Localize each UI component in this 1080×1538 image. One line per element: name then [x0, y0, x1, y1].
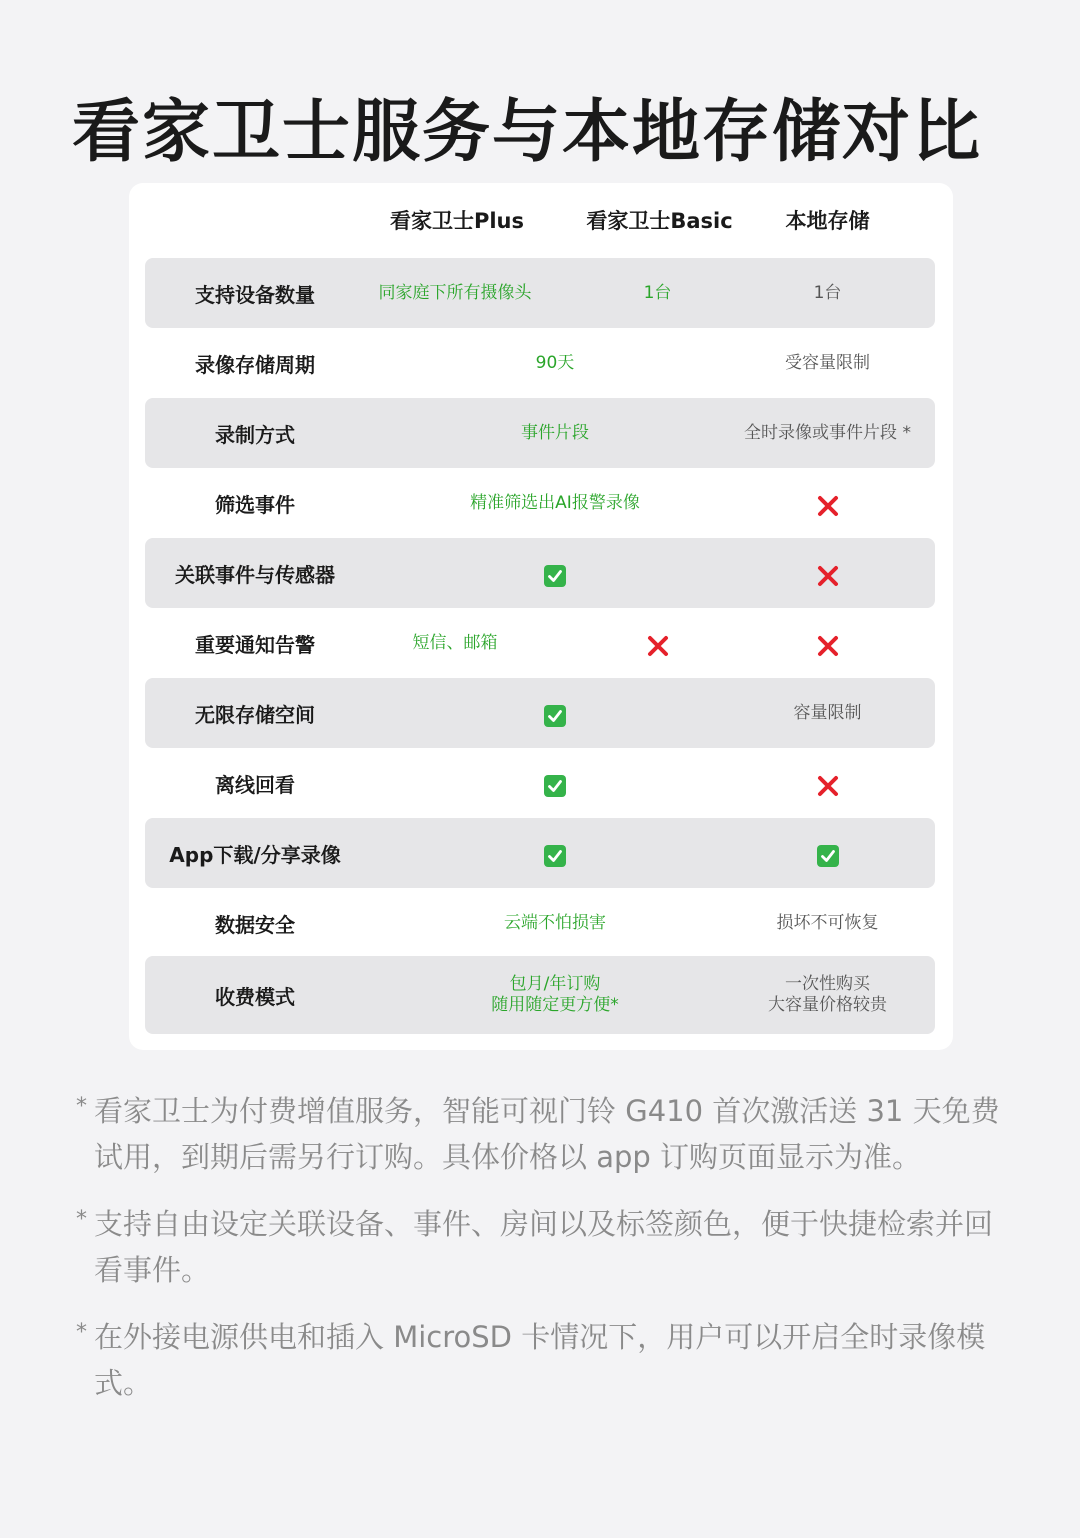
table-row-pricing-model	[145, 956, 935, 1034]
cell-cloud: 事件片段	[521, 422, 589, 443]
column-header-basic: 看家卫士Basic	[586, 209, 733, 233]
cell-plus: 同家庭下所有摄像头	[378, 282, 532, 303]
cell-cloud: 云端不怕损害	[504, 912, 606, 933]
column-header-local: 本地存储	[785, 209, 870, 233]
comparison-table	[129, 183, 953, 1050]
footnote-text: 支持自由设定关联设备、事件、房间以及标签颜色，便于快捷检索并回看事件。	[94, 1207, 994, 1287]
table-row-offline-playback	[145, 748, 935, 818]
table-row-app-download-share	[145, 818, 935, 888]
cell-cloud	[405, 678, 705, 748]
footnote	[76, 1314, 1006, 1406]
cell-local: 全时录像或事件片段 *	[744, 422, 911, 443]
page-title: 看家卫士服务与本地存储对比	[72, 93, 983, 172]
check-icon	[544, 565, 566, 587]
footnote-marker: *	[76, 1207, 87, 1232]
cell-local: 损坏不可恢复	[776, 912, 879, 933]
table-row-notifications	[145, 608, 935, 678]
cell-cloud	[405, 818, 705, 888]
cell-plus: 短信、邮箱	[412, 632, 498, 653]
cross-icon	[817, 495, 839, 517]
cross-icon	[817, 775, 839, 797]
cell-cloud	[405, 748, 705, 818]
row-label: 数据安全	[215, 912, 295, 937]
cell-local	[745, 468, 910, 538]
column-header-plus: 看家卫士Plus	[389, 209, 525, 233]
cell-local: 容量限制	[793, 702, 862, 723]
footnote-marker: *	[76, 1320, 87, 1345]
table-row-record-mode	[145, 398, 935, 468]
table-row-filter-events	[145, 468, 935, 538]
cell-basic	[570, 608, 745, 678]
row-label: 重要通知告警	[195, 632, 315, 657]
check-icon	[544, 705, 566, 727]
check-icon	[544, 775, 566, 797]
cross-icon	[817, 565, 839, 587]
row-label: 支持设备数量	[195, 282, 315, 307]
cell-line: 大容量价格较贵	[768, 995, 887, 1015]
cell-local	[745, 538, 910, 608]
cell-cloud	[405, 538, 705, 608]
cell-local	[745, 748, 910, 818]
footnote	[76, 1201, 1006, 1293]
footnote-text: 在外接电源供电和插入 MicroSD 卡情况下，用户可以开启全时录像模式。	[94, 1320, 986, 1400]
cell-cloud	[405, 956, 705, 1034]
cell-local	[745, 956, 910, 1034]
table-row-data-security	[145, 888, 935, 958]
cell-cloud: 90天	[535, 352, 575, 373]
cross-icon	[817, 635, 839, 657]
footnote-marker: *	[76, 1094, 87, 1119]
table-row-unlimited-storage	[145, 678, 935, 748]
table-row-linked-events	[145, 538, 935, 608]
row-label: 收费模式	[215, 984, 295, 1009]
row-label: 无限存储空间	[195, 702, 315, 727]
row-label: App下载/分享录像	[169, 842, 341, 867]
row-label: 离线回看	[215, 772, 295, 797]
table-row-device-count	[145, 258, 935, 328]
cross-icon	[647, 635, 669, 657]
table-row-storage-period	[145, 328, 935, 398]
row-label: 筛选事件	[215, 492, 295, 517]
check-icon	[817, 845, 839, 867]
cell-line: 一次性购买	[785, 974, 870, 994]
cell-line: 随用随定更方便*	[491, 995, 619, 1015]
cell-local: 1台	[813, 282, 842, 303]
row-label: 录像存储周期	[195, 352, 315, 377]
footnote-text: 看家卫士为付费增值服务，智能可视门铃 G410 首次激活送 31 天免费试用，到期后需另行订购。具体价格以 app 订购页面显示为准。	[94, 1094, 1000, 1174]
cell-local	[745, 608, 910, 678]
cell-line: 包月/年订购	[509, 974, 601, 994]
footnote	[76, 1088, 1006, 1180]
row-label: 录制方式	[215, 422, 295, 447]
cell-local: 受容量限制	[785, 352, 870, 373]
check-icon	[544, 845, 566, 867]
row-label: 关联事件与传感器	[175, 562, 335, 587]
cell-cloud: 精准筛选出AI报警录像	[470, 492, 640, 513]
cell-basic: 1台	[643, 282, 672, 303]
cell-local	[745, 818, 910, 888]
table-header	[129, 183, 953, 258]
